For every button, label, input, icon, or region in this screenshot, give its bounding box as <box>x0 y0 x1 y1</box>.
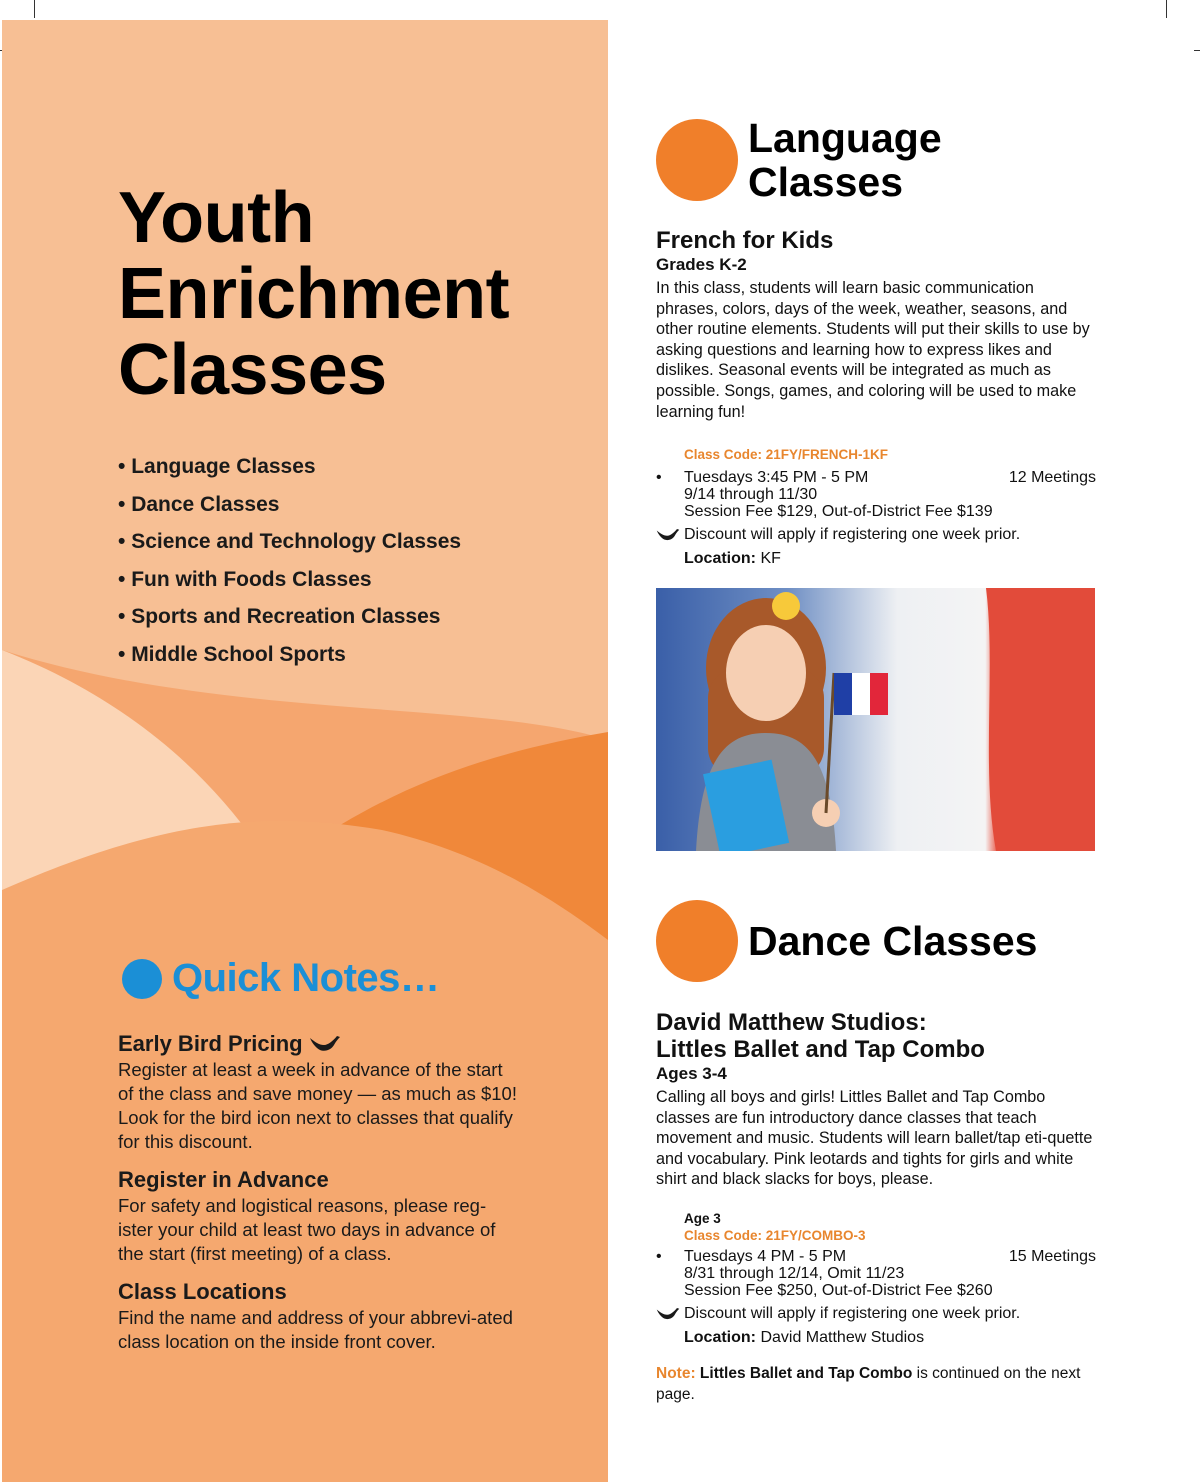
note-heading: Early Bird Pricing <box>118 1030 518 1058</box>
language-section-heading <box>656 116 942 204</box>
note-text: For safety and logistical reasons, please reg-ister your child at least two days in advance of the start (first meeting) of a class. <box>118 1195 496 1264</box>
class-location: KF <box>756 550 781 567</box>
class-schedule: Tuesdays 3:45 PM - 5 PM <box>684 469 869 486</box>
note-text: is continued on the next page. <box>656 1365 1081 1403</box>
section-title: Dance Classes <box>748 918 1038 964</box>
note-heading: Class Locations <box>118 1279 287 1304</box>
meeting-count: 12 Meetings <box>1008 469 1096 486</box>
class-dates: 8/31 through 12/14, Omit 11/23 <box>684 1265 905 1282</box>
class-ages: Ages 3-4 <box>656 1064 727 1083</box>
class-description: In this class, students will learn basic communication phrases, colors, days of the week, weather, seasons, and other routine elements. Students will put their skills to use by asking questions and learning how to express likes and dislikes. Seasonal events will be integrated as much as possible. Songs, games, and coloring will be used to make learning fun! <box>656 279 1090 421</box>
note-label: Note: <box>656 1365 696 1382</box>
note-early-bird <box>118 1030 518 1154</box>
note-heading: Register in Advance <box>118 1167 329 1192</box>
class-fee: Session Fee $129, Out-of-District Fee $139 <box>684 503 993 520</box>
dance-section-heading <box>656 900 1037 982</box>
class-title: David Matthew Studios: <box>656 1009 927 1036</box>
age-label: Age 3 <box>684 1211 721 1226</box>
french-class-info <box>656 227 1096 422</box>
category-item: • Science and Technology Classes <box>118 523 461 561</box>
category-item: • Sports and Recreation Classes <box>118 598 461 636</box>
discount-text: Discount will apply if registering one week prior. <box>684 1305 1021 1322</box>
location-row: Location: David Matthew Studios <box>684 1329 925 1346</box>
ballet-class-details <box>656 1210 1096 1346</box>
discount-row <box>656 1305 1096 1322</box>
page-title <box>118 180 509 408</box>
class-schedule: Tuesdays 4 PM - 5 PM <box>684 1248 847 1265</box>
category-item: • Dance Classes <box>118 486 461 524</box>
note-text: Register at least a week in advance of the start of the class and save money — as much as $10! Look for the bird icon next to classes that qualify for this discount. <box>118 1059 517 1152</box>
class-code: Class Code: 21FY/COMBO-3 <box>684 1228 866 1243</box>
crop-mark <box>34 0 35 18</box>
quick-notes-heading <box>122 956 439 1001</box>
circle-icon <box>122 959 162 999</box>
crop-mark <box>1166 0 1167 18</box>
class-code: Class Code: 21FY/FRENCH-1KF <box>684 447 889 462</box>
section-title: Language Classes <box>748 115 942 205</box>
bird-icon <box>656 528 680 542</box>
french-class-details <box>656 446 1096 567</box>
title-line: Classes <box>118 330 387 410</box>
class-title: French for Kids <box>656 227 834 254</box>
crop-mark <box>1194 50 1200 51</box>
title-line: Enrichment <box>118 254 510 334</box>
class-location: David Matthew Studios <box>756 1329 925 1346</box>
category-item: • Middle School Sports <box>118 636 461 674</box>
ballet-class-info <box>656 1009 1096 1190</box>
location-row: Location: KF <box>684 550 781 567</box>
circle-icon <box>656 900 738 982</box>
schedule-row: • Tuesdays 4 PM - 5 PM 15 Meetings <box>656 1248 1096 1265</box>
class-description: Calling all boys and girls! Littles Ballet and Tap Combo classes are fun introductory dance classes that teach movement and music. Students will learn ballet/tap eti-quette and vocabulary. Pink leotards and tights for girls and white shirt and black slacks for boys, please. <box>656 1088 1093 1189</box>
class-title: Littles Ballet and Tap Combo <box>656 1036 985 1063</box>
bird-icon <box>656 1307 680 1321</box>
note-class-name: Littles Ballet and Tap Combo <box>699 1365 913 1382</box>
title-line: Youth <box>118 178 315 258</box>
discount-row <box>656 526 1096 543</box>
class-fee: Session Fee $250, Out-of-District Fee $260 <box>684 1282 993 1299</box>
discount-text: Discount will apply if registering one week prior. <box>684 526 1021 543</box>
class-dates: 9/14 through 11/30 <box>684 486 818 503</box>
quick-notes-body <box>118 1030 518 1366</box>
left-panel <box>2 20 608 1482</box>
circle-icon <box>656 119 738 201</box>
meeting-count: 15 Meetings <box>1008 1248 1096 1265</box>
note-register-advance <box>118 1166 518 1266</box>
girl-with-french-flag-photo <box>656 588 1095 851</box>
note-class-locations <box>118 1278 518 1354</box>
class-category-list <box>118 448 461 673</box>
class-grades: Grades K-2 <box>656 255 747 274</box>
quick-notes-title: Quick Notes… <box>172 956 440 1000</box>
schedule-row: • Tuesdays 3:45 PM - 5 PM 12 Meetings <box>656 469 1096 486</box>
bird-icon <box>309 1035 341 1053</box>
category-item: • Language Classes <box>118 448 461 486</box>
continuation-note <box>656 1364 1096 1405</box>
category-item: • Fun with Foods Classes <box>118 561 461 599</box>
note-text: Find the name and address of your abbrevi-ated class location on the inside front cover. <box>118 1307 513 1352</box>
